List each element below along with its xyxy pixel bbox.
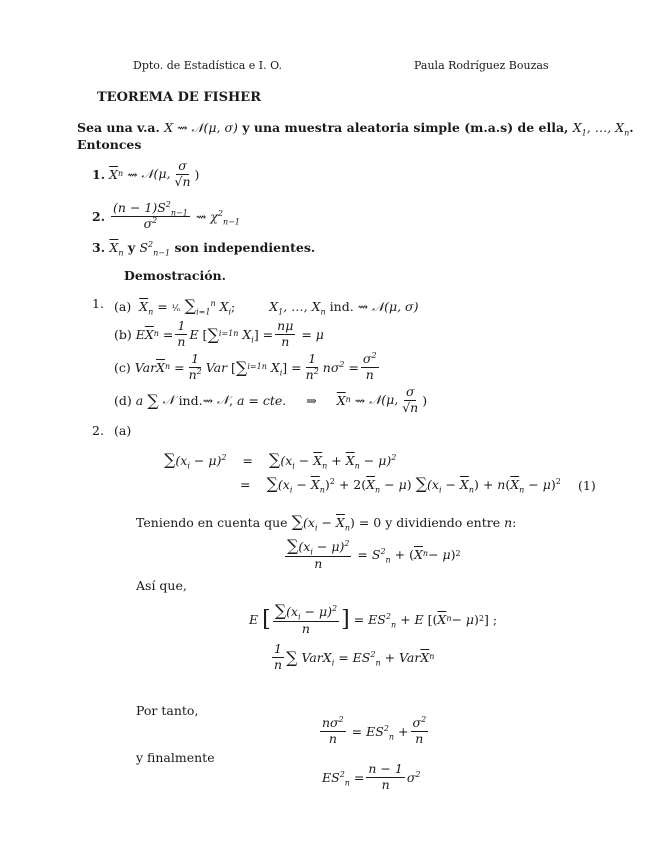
intro-entonces: Entonces (77, 137, 142, 152)
proof-heading: Demostración. (124, 268, 226, 283)
text-finalmente: y finalmente (136, 750, 215, 765)
equation-por-tanto: $\frac{n\sigma^2}{n}$ = $ES^2_n$ + $\frac{\sigma^2}{n}$ (322, 714, 427, 746)
theorem-item-2-number: 2. (92, 208, 106, 224)
theorem-item-2: 2. $\frac{(n - 1)S^2_{n-1}}{\sigma^2}$ ⇝ $\chi^2_{n-1}$ (92, 199, 240, 231)
theorem-item-3-text: son independientes. (174, 240, 316, 255)
proof-item-1-number: 1. (92, 296, 104, 311)
theorem-item-3: 3. $\overline{X}_n$ y $S^2_{n-1}$ son independientes. (92, 239, 316, 258)
intro-statement: Sea una v.a. X ⇝ 𝒩(μ, σ) y una muestra aleatoria simple (m.a.s) de ella, $X_1$, …, $X_n$. (77, 120, 634, 138)
theorem-item-1-number: 1. (92, 166, 106, 182)
proof-item-2-number: 2. (92, 423, 104, 438)
proof-1b: (b) E $\overline{X}$ n = $\frac{1}{n}$ E [ ∑ i=1 n $X_i$ ] = $\frac{n\mu}{n}$ = μ (114, 318, 324, 349)
text-teniendo: Teniendo en cuenta que $\sum(x_i - \overline{X}_n) = 0$ y dividiendo entre n: (136, 512, 517, 533)
proof-1a-label: (a) (114, 299, 132, 314)
equation-expectation-2: $\frac{1}{n}$ ∑ VarX$_i$ = $ES^2_n$ + Var $\overline{X}$ n (274, 641, 435, 672)
text-asi-que: Así que, (136, 578, 187, 593)
equation-expectation: E [ $\frac{\sum(x_i - \mu)^2}{n}$ ] = $ES^2_n$ + E [( $\overline{X}$ n − μ ) 2 ] ; (249, 601, 498, 636)
text-dividiendo-part: y dividiendo entre (385, 515, 501, 530)
proof-1d-cte: cte. (262, 392, 287, 408)
equation-final: $ES^2_n$ = $\frac{n - 1}{n}$ $\sigma^2$ (322, 761, 421, 792)
proof-2a-label: (a) (114, 423, 132, 438)
fraction-sigma-sqrt-n: $\frac{\sigma}{√n}$ (174, 158, 191, 189)
theorem-item-3-number: 3. (92, 240, 106, 255)
proof-1b-label: (b) (114, 326, 132, 342)
proof-1c: (c) Var $\overline{X}$ n = $\frac{1}{n^2}$ Var [ ∑ i=1 n $X_i$ ] = $\frac{1}{n^2}$ $n\sigma^2$ = $\frac{\sigma^2}{n}$ (114, 350, 377, 382)
header-author: Paula Rodríguez Bouzas (414, 59, 549, 72)
proof-1d: (d) a ∑ 𝒩 ind. ⇝ 𝒩 , a = cte. ⇒ $\overline{X}$ n ⇝ 𝒩(μ, $\frac{\sigma}{√n}$ ) (114, 384, 428, 415)
equation-number: (1) (578, 478, 596, 493)
fraction-quasivariance: $\frac{(n - 1)S^2_{n-1}}{\sigma^2}$ (113, 199, 188, 231)
theorem-item-3-y: y (127, 240, 136, 255)
proof-1a-ind: ind. (329, 299, 354, 314)
proof-1a: (a) $\overline{X}_n$ = ¹⁄ₙ $\sum_{i=1}^n$ $X_i$; $X_1$, …, $X_n$ ind. ⇝ 𝒩(μ, σ) (114, 296, 419, 317)
header-department: Dpto. de Estadística e I. O. (133, 59, 282, 72)
equation-1-line-1: $\sum(x_i - \mu)^2 = \sum(x_i - \overline{X}_n + \overline{X}_n - \mu)^2$ (164, 450, 397, 471)
intro-formula-variable: X ⇝ 𝒩(μ, σ) (164, 120, 238, 135)
equation-variance-decomposition: $\frac{\sum(x_i - \mu)^2}{n}$ = $S^2_n$ + ( $\overline{X}$ n − μ ) 2 (287, 536, 461, 571)
intro-text-1: Sea una v.a. (77, 120, 160, 135)
page-title: TEOREMA DE FISHER (97, 90, 262, 105)
text-por-tanto: Por tanto, (136, 703, 199, 718)
text-teniendo-part: Teniendo en cuenta que (136, 515, 288, 530)
proof-1c-label: (c) (114, 359, 131, 375)
theorem-item-1: 1. $\overline{X}$ n ⇝ 𝒩(μ, $\frac{\sigma}{√n}$ ) (92, 158, 200, 189)
proof-1d-label: (d) (114, 392, 132, 408)
sample-mean: $\overline{X}$ (109, 166, 118, 182)
intro-formula-sample: $X_1$, …, $X_n$ (572, 120, 630, 138)
intro-text-2: y una muestra aleatoria simple (m.a.s) de ella, (242, 120, 569, 135)
equation-1-line-2: = $\sum(x_i - \overline{X}_n)^2 + 2(\overline{X}_n - \mu) \sum(x_i - \overline{X}_n) + n(\overline{X}_n - \mu)^2$ (240, 474, 561, 495)
proof-1d-ind: ind. (178, 392, 203, 408)
